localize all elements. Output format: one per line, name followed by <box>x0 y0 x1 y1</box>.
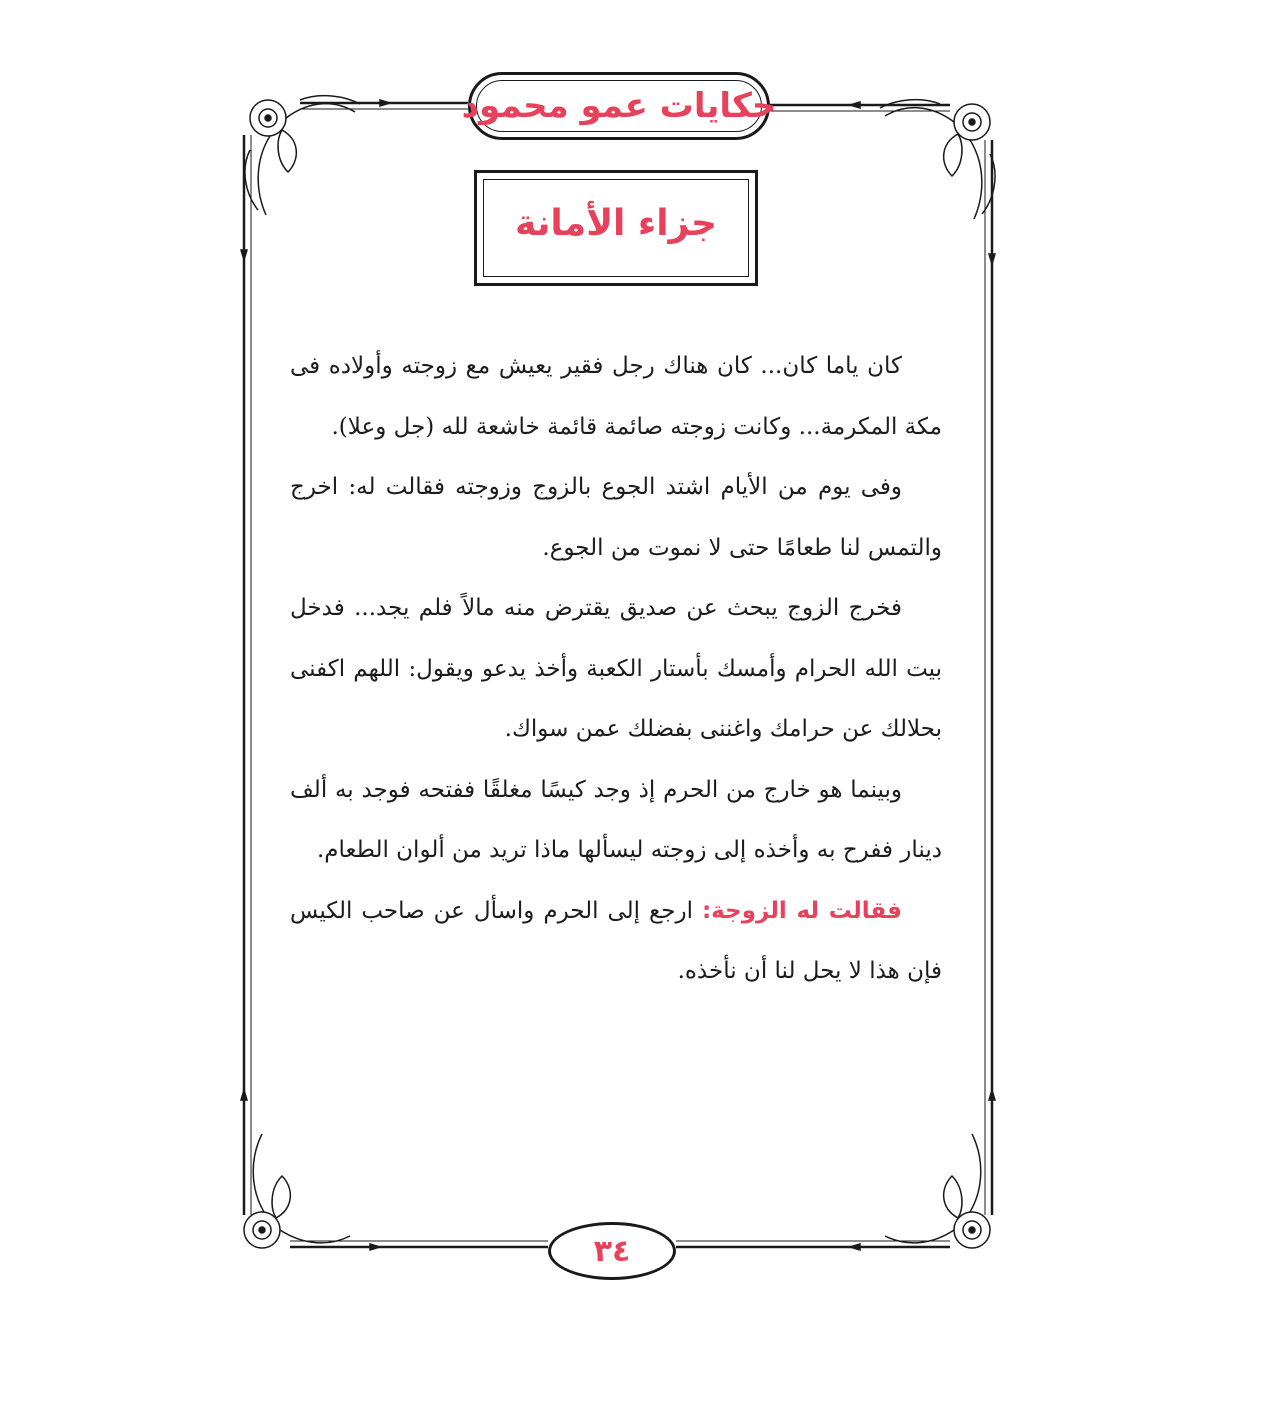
page-number-badge <box>548 1222 676 1280</box>
paragraph: فخرج الزوج يبحث عن صديق يقترض منه مالاً فلم يجد... فدخل بيت الله الحرام وأمسك بأستار الكعبة وأخذ يدعو ويقول: اللهم اكفنى بحلالك عن حرامك واغننى بفضلك عمن سواك. <box>290 595 942 742</box>
series-title: حكايات عمو محمود <box>461 86 777 126</box>
corner-ornament-bottom-right <box>850 1090 995 1250</box>
paragraph: وفى يوم من الأيام اشتد الجوع بالزوج وزوجته فقالت له: اخرج والتمس لنا طعامًا حتى لا نموت من الجوع. <box>290 474 942 561</box>
dialogue-text: ارجع إلى الحرم واسأل عن صاحب الكيس فإن هذا لا يحل لنا أن نأخذه. <box>290 897 942 984</box>
story-title-box <box>474 170 758 286</box>
paragraph: وبينما هو خارج من الحرم إذ وجد كيسًا مغلقًا ففتحه فوجد به ألف دينار ففرح به وأخذه إلى زوجته ليسألها ماذا تريد من ألوان الطعام. <box>290 776 942 863</box>
story-body <box>290 336 942 1002</box>
story-title: جزاء الأمانة <box>515 203 717 244</box>
corner-ornament-top-right <box>850 100 995 264</box>
corner-ornament-top-left <box>241 96 390 260</box>
dialogue-paragraph <box>290 881 942 1002</box>
series-title-banner <box>461 72 777 140</box>
page-number: ٣٤ <box>593 1233 631 1269</box>
paragraph: كان ياما كان... كان هناك رجل فقير يعيش مع زوجته وأولاده فى مكة المكرمة... وكانت زوجته صائمة قائمة خاشعة لله (جل وعلا). <box>290 353 942 440</box>
corner-ornament-bottom-left <box>241 1090 380 1250</box>
speaker-label: فقالت له الزوجة: <box>701 897 902 924</box>
